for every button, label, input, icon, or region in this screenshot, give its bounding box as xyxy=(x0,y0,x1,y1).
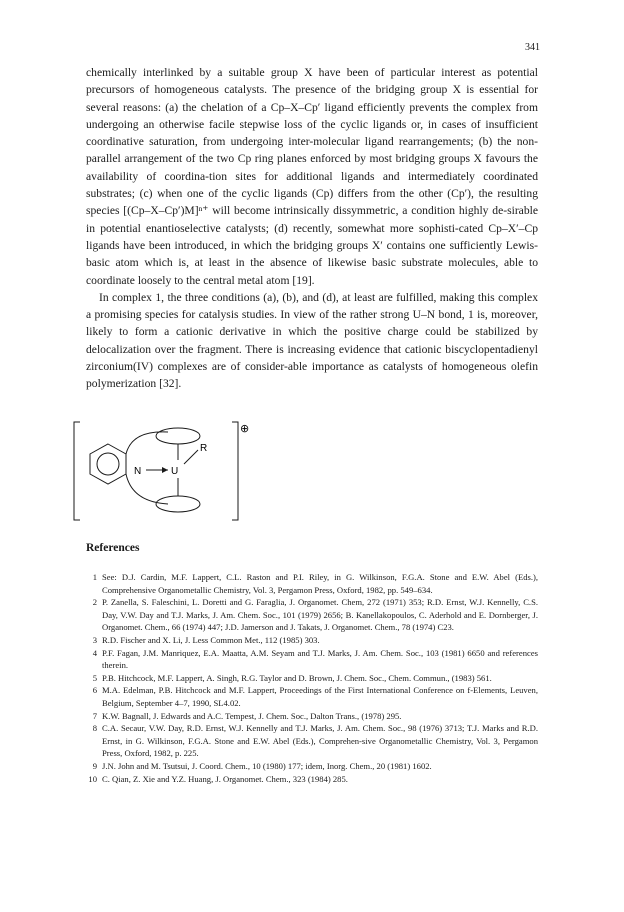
reference-item xyxy=(86,722,538,760)
reference-text: C.A. Secaur, V.W. Day, R.D. Ernst, W.J. Kennelly and T.J. Marks, J. Am. Chem. Soc., 98 (1976) 3713; T.J. Marks and R.D. Ernst, in G. Wilkinson, F.G.A. Stone and E.W. Abel (Eds.), Comprehen-sive Organometallic Chemistry, Vol. 3, Pergamon Press, Oxford, 1982, p. 225. xyxy=(102,723,538,759)
reference-number: 8 xyxy=(92,723,97,734)
reference-item xyxy=(86,684,538,709)
reference-number: 1 xyxy=(92,572,97,582)
positive-charge: ⊕ xyxy=(240,422,250,435)
reference-item xyxy=(86,596,538,634)
reference-text: P.F. Fagan, J.M. Manriquez, E.A. Maatta, A.M. Seyam and T.J. Marks, J. Am. Chem. Soc., 103 (1981) 6650 and references therein. xyxy=(102,647,538,671)
reference-item xyxy=(86,760,538,773)
reference-item xyxy=(86,571,538,596)
paragraph-2: In complex 1, the three conditions (a), (b), and (d), at least are fulfilled, making this complex a promising species for catalysis studies. In view of the rather strong U–N bond, 1 is, moreover, likely to form a cationic derivative in which the positive charge could be stabilized by delocalization over the fragment. There is increasing evidence that cationic biscyclopentadienyl zirconium(IV) complexes are of consider-able importance as catalysts of homogeneous olefin polymerization [32]. xyxy=(86,290,538,391)
reference-text: C. Qian, Z. Xie and Y.Z. Huang, J. Organomet. Chem., 323 (1984) 285. xyxy=(102,773,348,784)
reference-number: 9 xyxy=(92,760,97,771)
references-heading: References xyxy=(86,542,140,554)
reference-list xyxy=(86,571,538,785)
atom-r: R xyxy=(200,443,208,454)
reference-item xyxy=(86,773,538,786)
structure-figure xyxy=(66,420,266,524)
bridge-bottom xyxy=(126,474,168,504)
reference-text: R.D. Fischer and X. Li, J. Less Common Met., 112 (1985) 303. xyxy=(102,634,320,645)
reference-item xyxy=(86,672,538,685)
reference-text: K.W. Bagnall, J. Edwards and A.C. Tempest, J. Chem. Soc., Dalton Trans., (1978) 295. xyxy=(102,710,402,721)
left-bracket xyxy=(74,422,80,520)
paragraph-1: chemically interlinked by a suitable group X have been of particular interest as potential precursors of homogeneous catalysts. The presence of the bridging group X is essential for several reasons: (a) the chelation of a Cp–X–Cp′ ligand efficiently prevents the complex from undergoing an otherwise facile stepwise loss of the cyclic ligands or, in cases of insufficient coordinative saturation, from undergoing inter-molecular ligand rearrangements; (b) the non-parallel arrangement of the two Cp ring planes enforced by most bridging groups X favours the availability of coordina-tion sites for additional ligands and intermediately coordinated substrates; (c) when one of the cyclic ligands (Cp) differs from the other (Cp′), the resulting species [(Cp–X–Cp′)M]ⁿ⁺ will become intrinsically dissymmetric, a condition highly de-sirable in potential enantioselective catalysts; (d) recently, somewhat more sophisti-cated Cp–X′–Cp ligands have been introduced, in which the bridging groups X′ contains one sufficiently Lewis-basic atom which is, at least in the absence of likewise basic substrate molecules, able to coordinate loosely to the central metal atom [19]. xyxy=(86,66,538,287)
reference-text: J.N. John and M. Tsutsui, J. Coord. Chem., 10 (1980) 177; idem, Inorg. Chem., 20 (1981) 1602. xyxy=(102,760,432,771)
reference-text: M.A. Edelman, P.B. Hitchcock and M.F. Lappert, Proceedings of the First International Conference on f-Elements, Leuven, Belgium, September 4–7, 1990, SL4.02. xyxy=(102,685,538,708)
reference-text: See: D.J. Cardin, M.F. Lappert, C.L. Raston and P.I. Riley, in G. Wilkinson, F.G.A. Stone and E.W. Abel (Eds.), Comprehensive Organometallic Chemistry, Vol. 3, Pergamon Press, Oxford, 1982, pp. 549–634. xyxy=(102,572,538,595)
reference-text: P.B. Hitchcock, M.F. Lappert, A. Singh, R.G. Taylor and D. Brown, J. Chem. Soc., Chem. Commun., (1983) 561. xyxy=(102,672,492,683)
cationic-complex-structure xyxy=(66,420,266,524)
reference-number: 7 xyxy=(92,710,97,721)
cp-ring-top xyxy=(156,428,200,444)
reference-number: 3 xyxy=(92,634,97,645)
atom-n: N xyxy=(134,466,142,477)
reference-item xyxy=(86,634,538,647)
aromatic-circle xyxy=(97,453,119,475)
body-text xyxy=(86,64,538,393)
reference-number: 2 xyxy=(92,597,97,608)
reference-number: 6 xyxy=(92,685,97,696)
page-number: 341 xyxy=(525,42,540,53)
reference-item xyxy=(86,647,538,672)
arrowhead xyxy=(162,467,168,473)
atom-u: U xyxy=(171,466,179,477)
reference-text: P. Zanella, S. Faleschini, L. Doretti and G. Faraglia, J. Organomet. Chem, 272 (1971) 353; R.D. Ernst, W.J. Kennelly, C.S. Day, V.W. Day and T.J. Marks, J. Am. Chem. Soc., 101 (1979) 2656; B. Kanellakopoulos, C. Aderhold and E. Dornberger, J. Organomet. Chem., 66 (1974) 447; J.D. Jamerson and J. Takats, J. Organomet. Chem., 78 (1974) C23. xyxy=(102,597,538,633)
reference-number: 4 xyxy=(92,647,97,658)
right-bracket xyxy=(232,422,238,520)
u-r-bond xyxy=(184,450,198,464)
bridge-top xyxy=(126,432,168,454)
reference-number: 5 xyxy=(92,672,97,683)
reference-item xyxy=(86,710,538,723)
pyridine-ring xyxy=(90,444,126,484)
reference-number: 10 xyxy=(88,773,97,784)
